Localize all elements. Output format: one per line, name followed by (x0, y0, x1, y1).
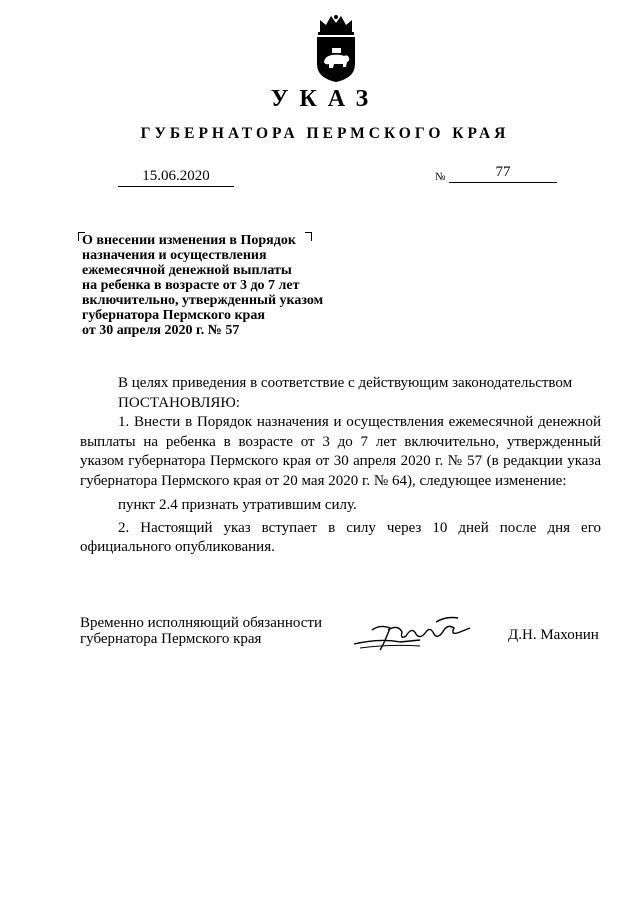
decree-date: 15.06.2020 (118, 168, 234, 187)
decree-number-field (449, 162, 557, 183)
handwritten-signature (350, 598, 480, 658)
subject-line: ежемесячной денежной выплаты (82, 263, 292, 278)
intro-paragraph: В целях приведения в соответствие с действующим законодательством (118, 375, 573, 391)
subject-line: назначения и осуществления (82, 248, 267, 263)
position-line: губернатора Пермского края (80, 631, 262, 647)
subject-line: на ребенка в возрасте от 3 до 7 лет (82, 278, 300, 293)
subject-line: О внесении изменения в Порядок (82, 233, 296, 248)
coat-of-arms-icon (312, 14, 360, 84)
signatory-position (80, 615, 340, 647)
subject-line: от 30 апреля 2020 г. № 57 (82, 323, 240, 338)
decree-number: 77 (495, 164, 511, 180)
number-label: № (435, 171, 446, 183)
issuer-title: ГУБЕРНАТОРА ПЕРМСКОГО КРАЯ (140, 125, 510, 142)
subject-line: включительно, утвержденный указом (82, 293, 324, 308)
signatory-name: Д.Н. Махонин (508, 627, 599, 643)
item-1-subparagraph: пункт 2.4 признать утратившим силу. (118, 497, 357, 513)
document-type: УКАЗ (270, 86, 380, 112)
position-line: Временно исполняющий обязанности (80, 615, 323, 631)
subject-line: губернатора Пермского края (82, 308, 265, 323)
decree-subject (82, 233, 332, 338)
item-2-paragraph: 2. Настоящий указ вступает в силу через 10 дней после дня его официального опубликования. (80, 519, 601, 555)
item-1-paragraph: 1. Внести в Порядок назначения и осуществления ежемесячной денежной выплаты на ребенка в возрасте от 3 до 7 лет включительно, утвержденный указом губернатора Пермского края от 30 апреля 2020 г. № 57 (в редакции указа губернатора Пермского края от 20 мая 2020 г. № 64), следующее изменение: (80, 414, 601, 489)
decree-body (80, 374, 601, 558)
decree-word: ПОСТАНОВЛЯЮ: (118, 394, 240, 411)
